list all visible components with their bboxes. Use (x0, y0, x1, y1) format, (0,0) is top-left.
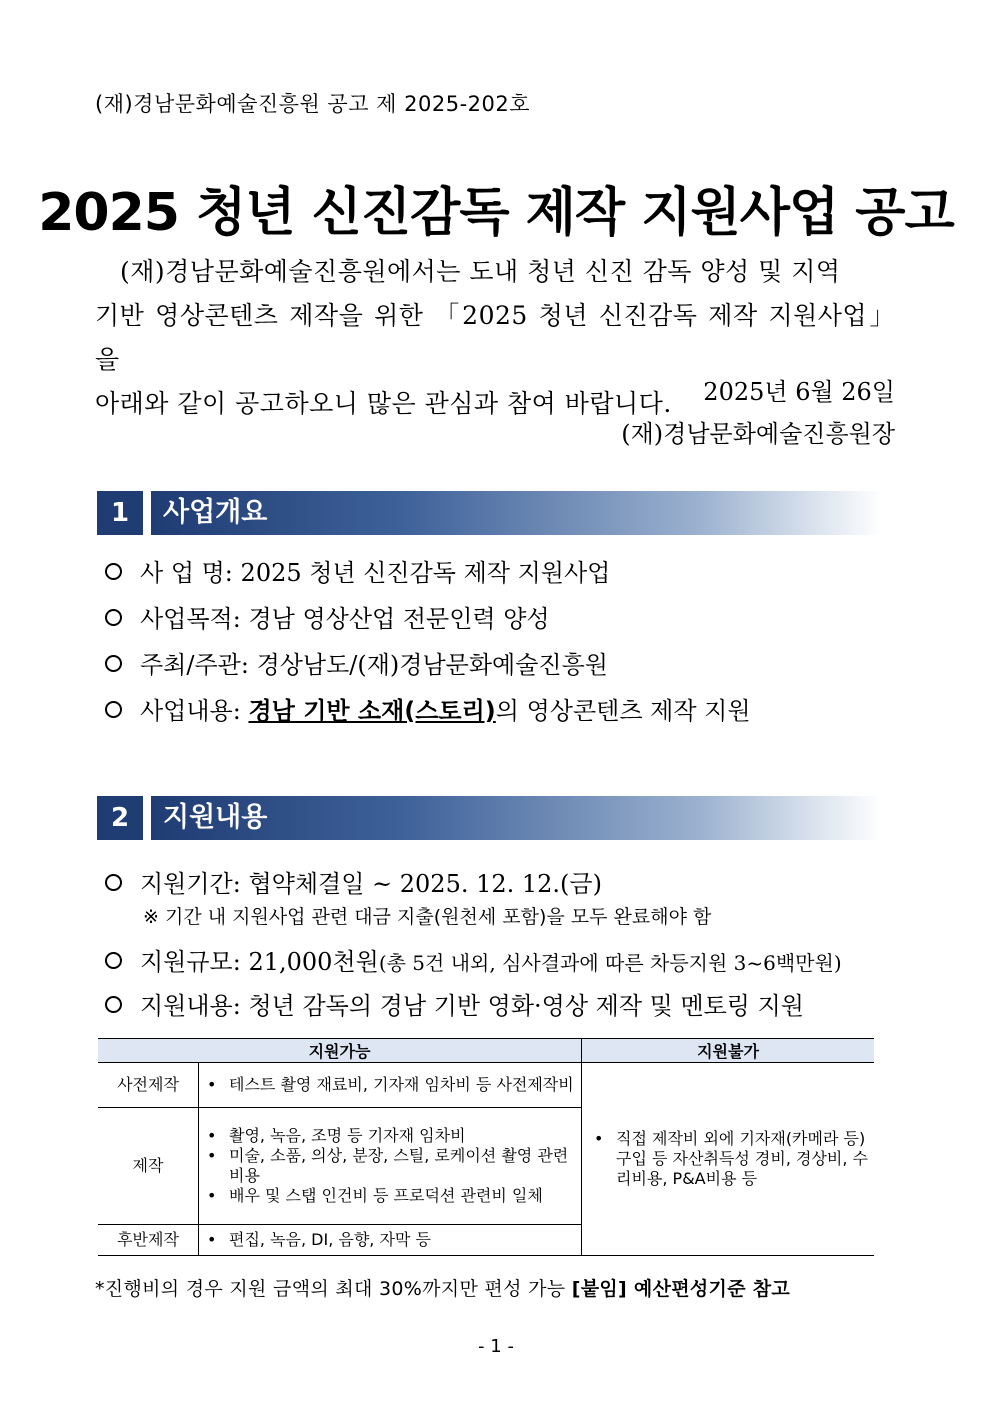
stage-label: 제작 (98, 1108, 199, 1225)
page-number: - 1 - (478, 1336, 514, 1357)
bullet-icon: • (207, 1146, 217, 1165)
item-label: 지원기간: (140, 870, 241, 898)
not-allowed-text: 직접 제작비 외에 기자재(카메라 등) 구입 등 자산취득성 경비, 경상비, 수리비용, P&A비용 등 (616, 1129, 868, 1188)
bullet-icon: • (207, 1126, 217, 1145)
item-value-emphasis: 경남 기반 소재(스토리) (248, 697, 496, 725)
section-2-header (97, 796, 882, 840)
stage-items (199, 1063, 582, 1108)
not-allowed-cell (582, 1063, 875, 1256)
list-item-business-name (105, 553, 610, 588)
circle-bullet-icon (105, 874, 122, 891)
footnote-reference: [붙임] 예산편성기준 참고 (571, 1278, 791, 1300)
circle-bullet-icon (105, 952, 122, 969)
item-detail: (총 5건 내외, 심사결과에 따른 차등지원 3~6백만원) (378, 951, 842, 975)
notice-date: 2025년 6월 26일 (703, 378, 895, 406)
list-item: 편집, 녹음, DI, 음향, 자막 등 (229, 1230, 431, 1249)
list-item-period (105, 864, 602, 899)
support-table (98, 1038, 874, 1256)
circle-bullet-icon (105, 701, 122, 718)
section-1-title: 사업개요 (151, 491, 882, 535)
section-1-number: 1 (97, 491, 143, 535)
circle-bullet-icon (105, 655, 122, 672)
stage-label: 사전제작 (98, 1063, 199, 1108)
circle-bullet-icon (105, 996, 122, 1013)
header-allowed: 지원가능 (98, 1039, 582, 1063)
item-label: 주최/주관: (140, 651, 249, 679)
intro-line-1: (재)경남문화예술진흥원에서는 도내 청년 신진 감독 양성 및 지역 (120, 257, 841, 286)
intro-line-2: 기반 영상콘텐츠 제작을 위한 「2025 청년 신진감독 제작 지원사업」을 (95, 301, 895, 374)
bullet-icon: • (207, 1186, 217, 1205)
bullet-icon: • (207, 1075, 217, 1094)
notice-number: (재)경남문화예술진흥원 공고 제 2025-202호 (95, 92, 531, 116)
item-label: 사업목적: (140, 605, 241, 633)
list-item-organizer (105, 645, 608, 680)
list-item: 테스트 촬영 재료비, 기자재 임차비 등 사전제작비 (229, 1075, 574, 1094)
item-label: 사 업 명: (140, 559, 233, 587)
table-row (98, 1063, 874, 1108)
item-value: 의 영상콘텐츠 제작 지원 (495, 697, 751, 725)
list-item-support-content (105, 986, 804, 1021)
list-item-purpose (105, 599, 550, 634)
footnote-text: *진행비의 경우 지원 금액의 최대 30%까지만 편성 가능 (95, 1278, 572, 1300)
footnote (95, 1274, 790, 1301)
item-label: 사업내용: (140, 697, 241, 725)
item-label: 지원규모: (140, 948, 241, 976)
circle-bullet-icon (105, 563, 122, 580)
period-note: ※ 기간 내 지원사업 관련 대금 지출(원천세 포함)을 모두 완료해야 함 (143, 906, 712, 928)
intro-line-3: 아래와 같이 공고하오니 많은 관심과 참여 바랍니다. (95, 389, 672, 418)
issuer: (재)경남문화예술진흥원장 (621, 420, 895, 448)
table-header-row (98, 1039, 874, 1063)
list-item: 촬영, 녹음, 조명 등 기자재 임차비 (229, 1126, 466, 1145)
item-value: 경상남도/(재)경남문화예술진흥원 (256, 651, 608, 679)
stage-label: 후반제작 (98, 1225, 199, 1256)
item-value: 2025 청년 신진감독 제작 지원사업 (240, 559, 611, 587)
item-value: 청년 감독의 경남 기반 영화·영상 제작 및 멘토링 지원 (248, 992, 804, 1020)
list-item-content (105, 691, 751, 726)
stage-items (199, 1225, 582, 1256)
header-not-allowed: 지원불가 (582, 1039, 875, 1063)
section-2-title: 지원내용 (151, 796, 882, 840)
list-item: 배우 및 스탭 인건비 등 프로덕션 관련비 일체 (229, 1186, 543, 1205)
section-2-number: 2 (97, 796, 143, 840)
bullet-icon: • (207, 1230, 217, 1249)
list-item-scale (105, 942, 842, 977)
page-title: 2025 청년 신진감독 제작 지원사업 공고 (38, 183, 954, 243)
item-value: 경남 영상산업 전문인력 양성 (248, 605, 550, 633)
bullet-icon: • (594, 1129, 604, 1148)
item-label: 지원내용: (140, 992, 241, 1020)
item-value: 21,000천원 (248, 948, 379, 976)
stage-items (199, 1108, 582, 1225)
list-item: 미술, 소품, 의상, 분장, 스틸, 로케이션 촬영 관련 비용 (229, 1146, 569, 1185)
circle-bullet-icon (105, 609, 122, 626)
item-value: 협약체결일 ~ 2025. 12. 12.(금) (248, 870, 602, 898)
section-1-header (97, 491, 882, 535)
